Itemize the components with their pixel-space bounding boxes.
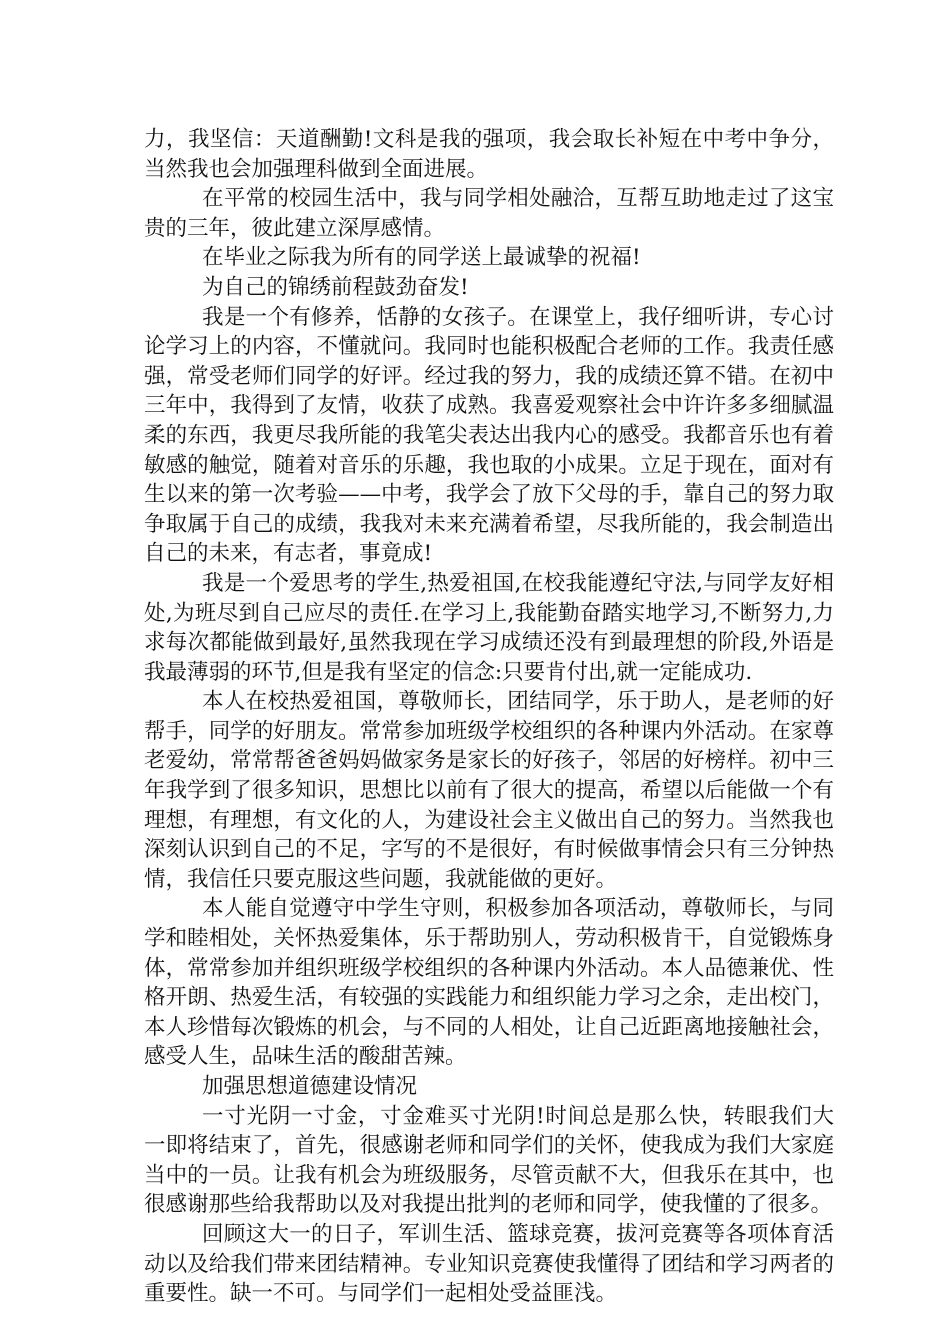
paragraph: 一寸光阴一寸金，寸金难买寸光阴!时间总是那么快，转眼我们大一即将结束了，首先，很感谢老师和同学们的关怀，使我成为我们大家庭当中的一员。让我有机会为班级服务，尽管贡献不大，但我乐在其中，也很感谢那些给我帮助以及对我提出批判的老师和同学，使我懂的了很多。 <box>144 1103 834 1218</box>
paragraph: 本人在校热爱祖国，尊敬师长，团结同学，乐于助人，是老师的好帮手，同学的好朋友。常常参加班级学校组织的各种课内外活动。在家尊老爱幼，常常帮爸爸妈妈做家务是家长的好孩子，邻居的好榜样。初中三年我学到了很多知识，思想比以前有了很大的提高，希望以后能做一个有理想，有理想，有文化的人，为建设社会主义做出自己的努力。当然我也深刻认识到自己的不足，字写的不是很好，有时候做事情会只有三分钟热情，我信任只要克服这些问题，我就能做的更好。 <box>144 689 834 892</box>
document-body <box>144 125 834 1309</box>
paragraph: 我是一个爱思考的学生,热爱祖国,在校我能遵纪守法,与同学友好相处,为班尽到自己应尽的责任.在学习上,我能勤奋踏实地学习,不断努力,力求每次都能做到最好,虽然我现在学习成绩还没有到最理想的阶段,外语是我最薄弱的环节,但是我有坚定的信念:只要肯付出,就一定能成功. <box>144 570 834 685</box>
paragraph: 在毕业之际我为所有的同学送上最诚挚的祝福! <box>202 245 641 271</box>
paragraph-continuation: 力，我坚信：天道酬勤!文科是我的强项，我会取长补短在中考中争分，当然我也会加强理科做到全面进展。 <box>144 127 834 182</box>
paragraph: 本人能自觉遵守中学生守则，积极参加各项活动，尊敬师长，与同学和睦相处，关怀热爱集体，乐于帮助别人，劳动积极肯干，自觉锻炼身体，常常参加并组织班级学校组织的各种课内外活动。本人品德兼优、性格开朗、热爱生活，有较强的实践能力和组织能力学习之余，走出校门，本人珍惜每次锻炼的机会，与不同的人相处，让自己近距离地接触社会，感受人生，品味生活的酸甜苦辣。 <box>144 896 834 1070</box>
paragraph: 我是一个有修养，恬静的女孩子。在课堂上，我仔细听讲，专心讨论学习上的内容，不懂就问。我同时也能积极配合老师的工作。我责任感强，常受老师们同学的好评。经过我的努力，我的成绩还算不错。在初中三年中，我得到了友情，收获了成熟。我喜爱观察社会中许许多多细腻温柔的东西，我更尽我所能的我笔尖表达出我内心的感受。我都音乐也有着敏感的触觉，随着对音乐的乐趣，我也取的小成果。立足于现在，面对有生以来的第一次考验——中考，我学会了放下父母的手，靠自己的努力取争取属于自己的成绩，我我对未来充满着希望，尽我所能的，我会制造出自己的未来，有志者，事竟成! <box>144 304 834 567</box>
paragraph: 为自己的锦绣前程鼓劲奋发! <box>202 274 469 300</box>
paragraph: 在平常的校园生活中，我与同学相处融洽，互帮互助地走过了这宝贵的三年，彼此建立深厚感情。 <box>144 186 834 241</box>
section-heading: 加强思想道德建设情况 <box>202 1074 418 1099</box>
paragraph: 回顾这大一的日子，军训生活、篮球竞赛，拔河竞赛等各项体育活动以及给我们带来团结精神。专业知识竞赛使我懂得了团结和学习两者的重要性。缺一不可。与同学们一起相处受益匪浅。 <box>144 1221 834 1307</box>
